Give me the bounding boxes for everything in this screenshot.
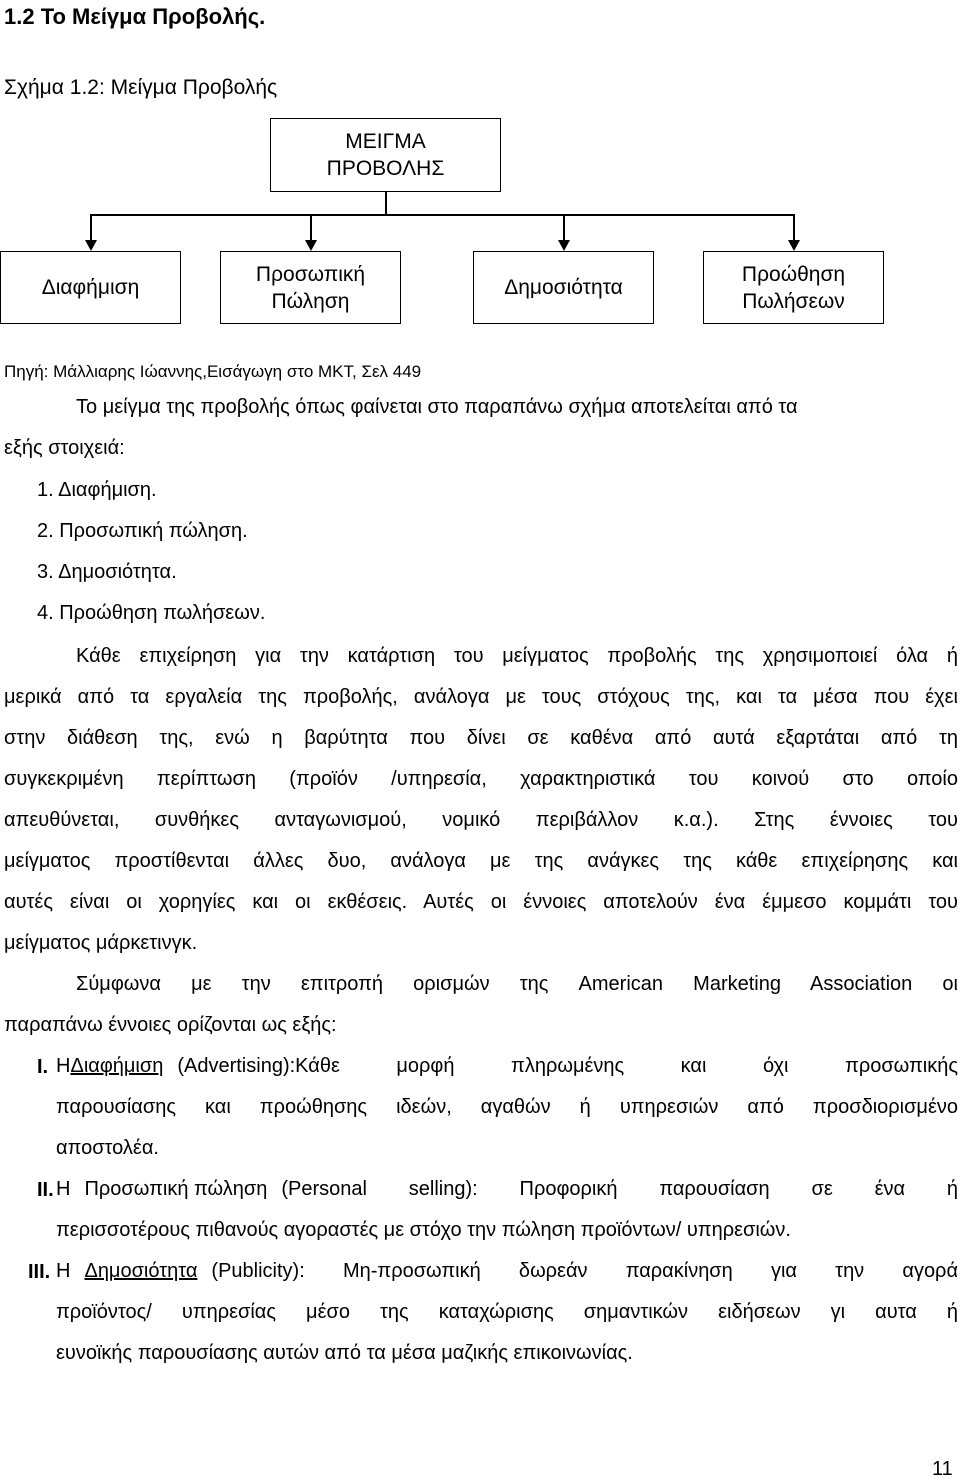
diagram-root-line2: ΠΡΟΒΟΛΗΣ [326,157,445,180]
section-heading: 1.2 Το Μείγμα Προβολής. [4,4,266,29]
diagram-box-advertising [0,251,181,324]
connector-trunk [385,192,387,215]
paragraph-line: μείγματος μάρκετινγκ. [4,932,198,954]
connector-drop-2 [310,214,312,241]
definition-rest: (Publicity): Μη-προσωπική δωρεάν παρακίνηση για την αγορά [211,1260,958,1282]
paragraph-line: μείγματος προστίθενται άλλες δυο, ανάλογα με της ανάγκες της κάθε επιχείρησης και [4,850,958,872]
definition-term: Δημοσιότητα [84,1260,198,1282]
paragraph-line: Σύμφωνα με την επιτροπή ορισμών της American Marketing Association οι [76,973,958,995]
definition-number: II. [37,1179,54,1201]
intro-line: Το μείγμα της προβολής όπως φαίνεται στο παραπάνω σχήμα αποτελείται από τα [76,396,798,418]
definition-term: Προσωπική πώληση [84,1178,268,1200]
list-item: 4. Προώθηση πωλήσεων. [37,602,266,624]
connector-drop-3 [563,214,565,241]
definition-rest: (Personal selling): Προφορική παρουσίαση σε ένα ή [281,1178,958,1200]
definition-lead: Η [56,1055,71,1077]
paragraph-line: απευθύνεται, συνθήκες ανταγωνισμού, νομικό περιβάλλον κ.α.). Στης έννοιες του [4,809,958,831]
diagram-box-personal-selling [220,251,401,324]
diagram-root-box [270,118,501,192]
definition-first-line [56,1046,958,1087]
definition-line: ευνοϊκής παρουσίασης αυτών από τα μέσα μαζικής επικοινωνίας. [56,1342,633,1364]
paragraph-line: παραπάνω έννοιες ορίζονται ως εξής: [4,1014,337,1036]
arrow-down-icon [558,240,570,251]
list-item: 2. Προσωπική πώληση. [37,520,248,542]
diagram-box-sales-promotion [703,251,884,324]
diagram-root-line1: ΜΕΙΓΜΑ [345,130,426,153]
definition-number: I. [37,1056,49,1078]
definition-lead: Η [56,1260,71,1282]
connector-drop-1 [90,214,92,241]
list-item: 1. Διαφήμιση. [37,479,157,501]
definition-line: προϊόντος/ υπηρεσίας μέσο της καταχώρισης σημαντικών ειδήσεων γι αυτα ή [56,1301,958,1323]
paragraph-line: Κάθε επιχείρηση για την κατάρτιση του μείγματος προβολής της χρησιμοποιεί όλα ή [76,645,958,667]
page-number: 11 [932,1458,953,1480]
source-note: Πηγή: Μάλλιαρης Ιώαννης,Εισάγωγη στο ΜΚΤ, Σελ 449 [4,362,422,381]
paragraph-line: αυτές είναι οι χορηγίες και οι εκθέσεις. Αυτές οι έννοιες αποτελούν ένα έμμεσο κομμάτι του [4,891,958,913]
connector-bar [90,214,794,216]
definition-line: περισσοτέρους πιθανούς αγοραστές με στόχο την πώληση προϊόντων/ υπηρεσιών. [56,1219,791,1241]
definition-rest: (Advertising):Κάθε μορφή πληρωμένης και όχι προσωπικής [177,1055,958,1077]
arrow-down-icon [305,240,317,251]
definition-number: III. [28,1261,51,1283]
paragraph-line: μερικά από τα εργαλεία της προβολής, ανάλογα με τους στόχους της, και τα μέσα που έχει [4,686,958,708]
arrow-down-icon [85,240,97,251]
definition-first-line [56,1251,958,1292]
definition-lead: Η [56,1178,71,1200]
box-label: Προώθηση [741,262,846,286]
box-label: Προσωπική [255,262,366,286]
box-label: Πωλήσεων [742,289,845,313]
diagram-box-publicity [473,251,654,324]
box-label: Πώληση [271,289,350,313]
definition-first-line [56,1169,958,1210]
paragraph-line: στην διάθεση της, ενώ η βαρύτητα που δίνει σε καθένα από αυτά εξαρτάται από τη [4,727,958,749]
box-label: Διαφήμιση [41,276,140,299]
arrow-down-icon [788,240,800,251]
intro-line: εξής στοιχειά: [4,437,125,459]
paragraph-line: συγκεκριμένη περίπτωση (προϊόν /υπηρεσία, χαρακτηριστικά του κοινού στο οποίο [4,768,958,790]
list-item: 3. Δημοσιότητα. [37,561,177,583]
definition-line: αποστολέα. [56,1137,159,1159]
definition-line: παρουσίασης και προώθησης ιδεών, αγαθών ή υπηρεσιών από προσδιορισμένο [56,1096,958,1118]
connector-drop-4 [793,214,795,241]
definition-term: Διαφήμιση [70,1055,164,1077]
box-label: Δημοσιότητα [504,276,623,299]
figure-caption: Σχήμα 1.2: Μείγμα Προβολής [4,76,278,99]
